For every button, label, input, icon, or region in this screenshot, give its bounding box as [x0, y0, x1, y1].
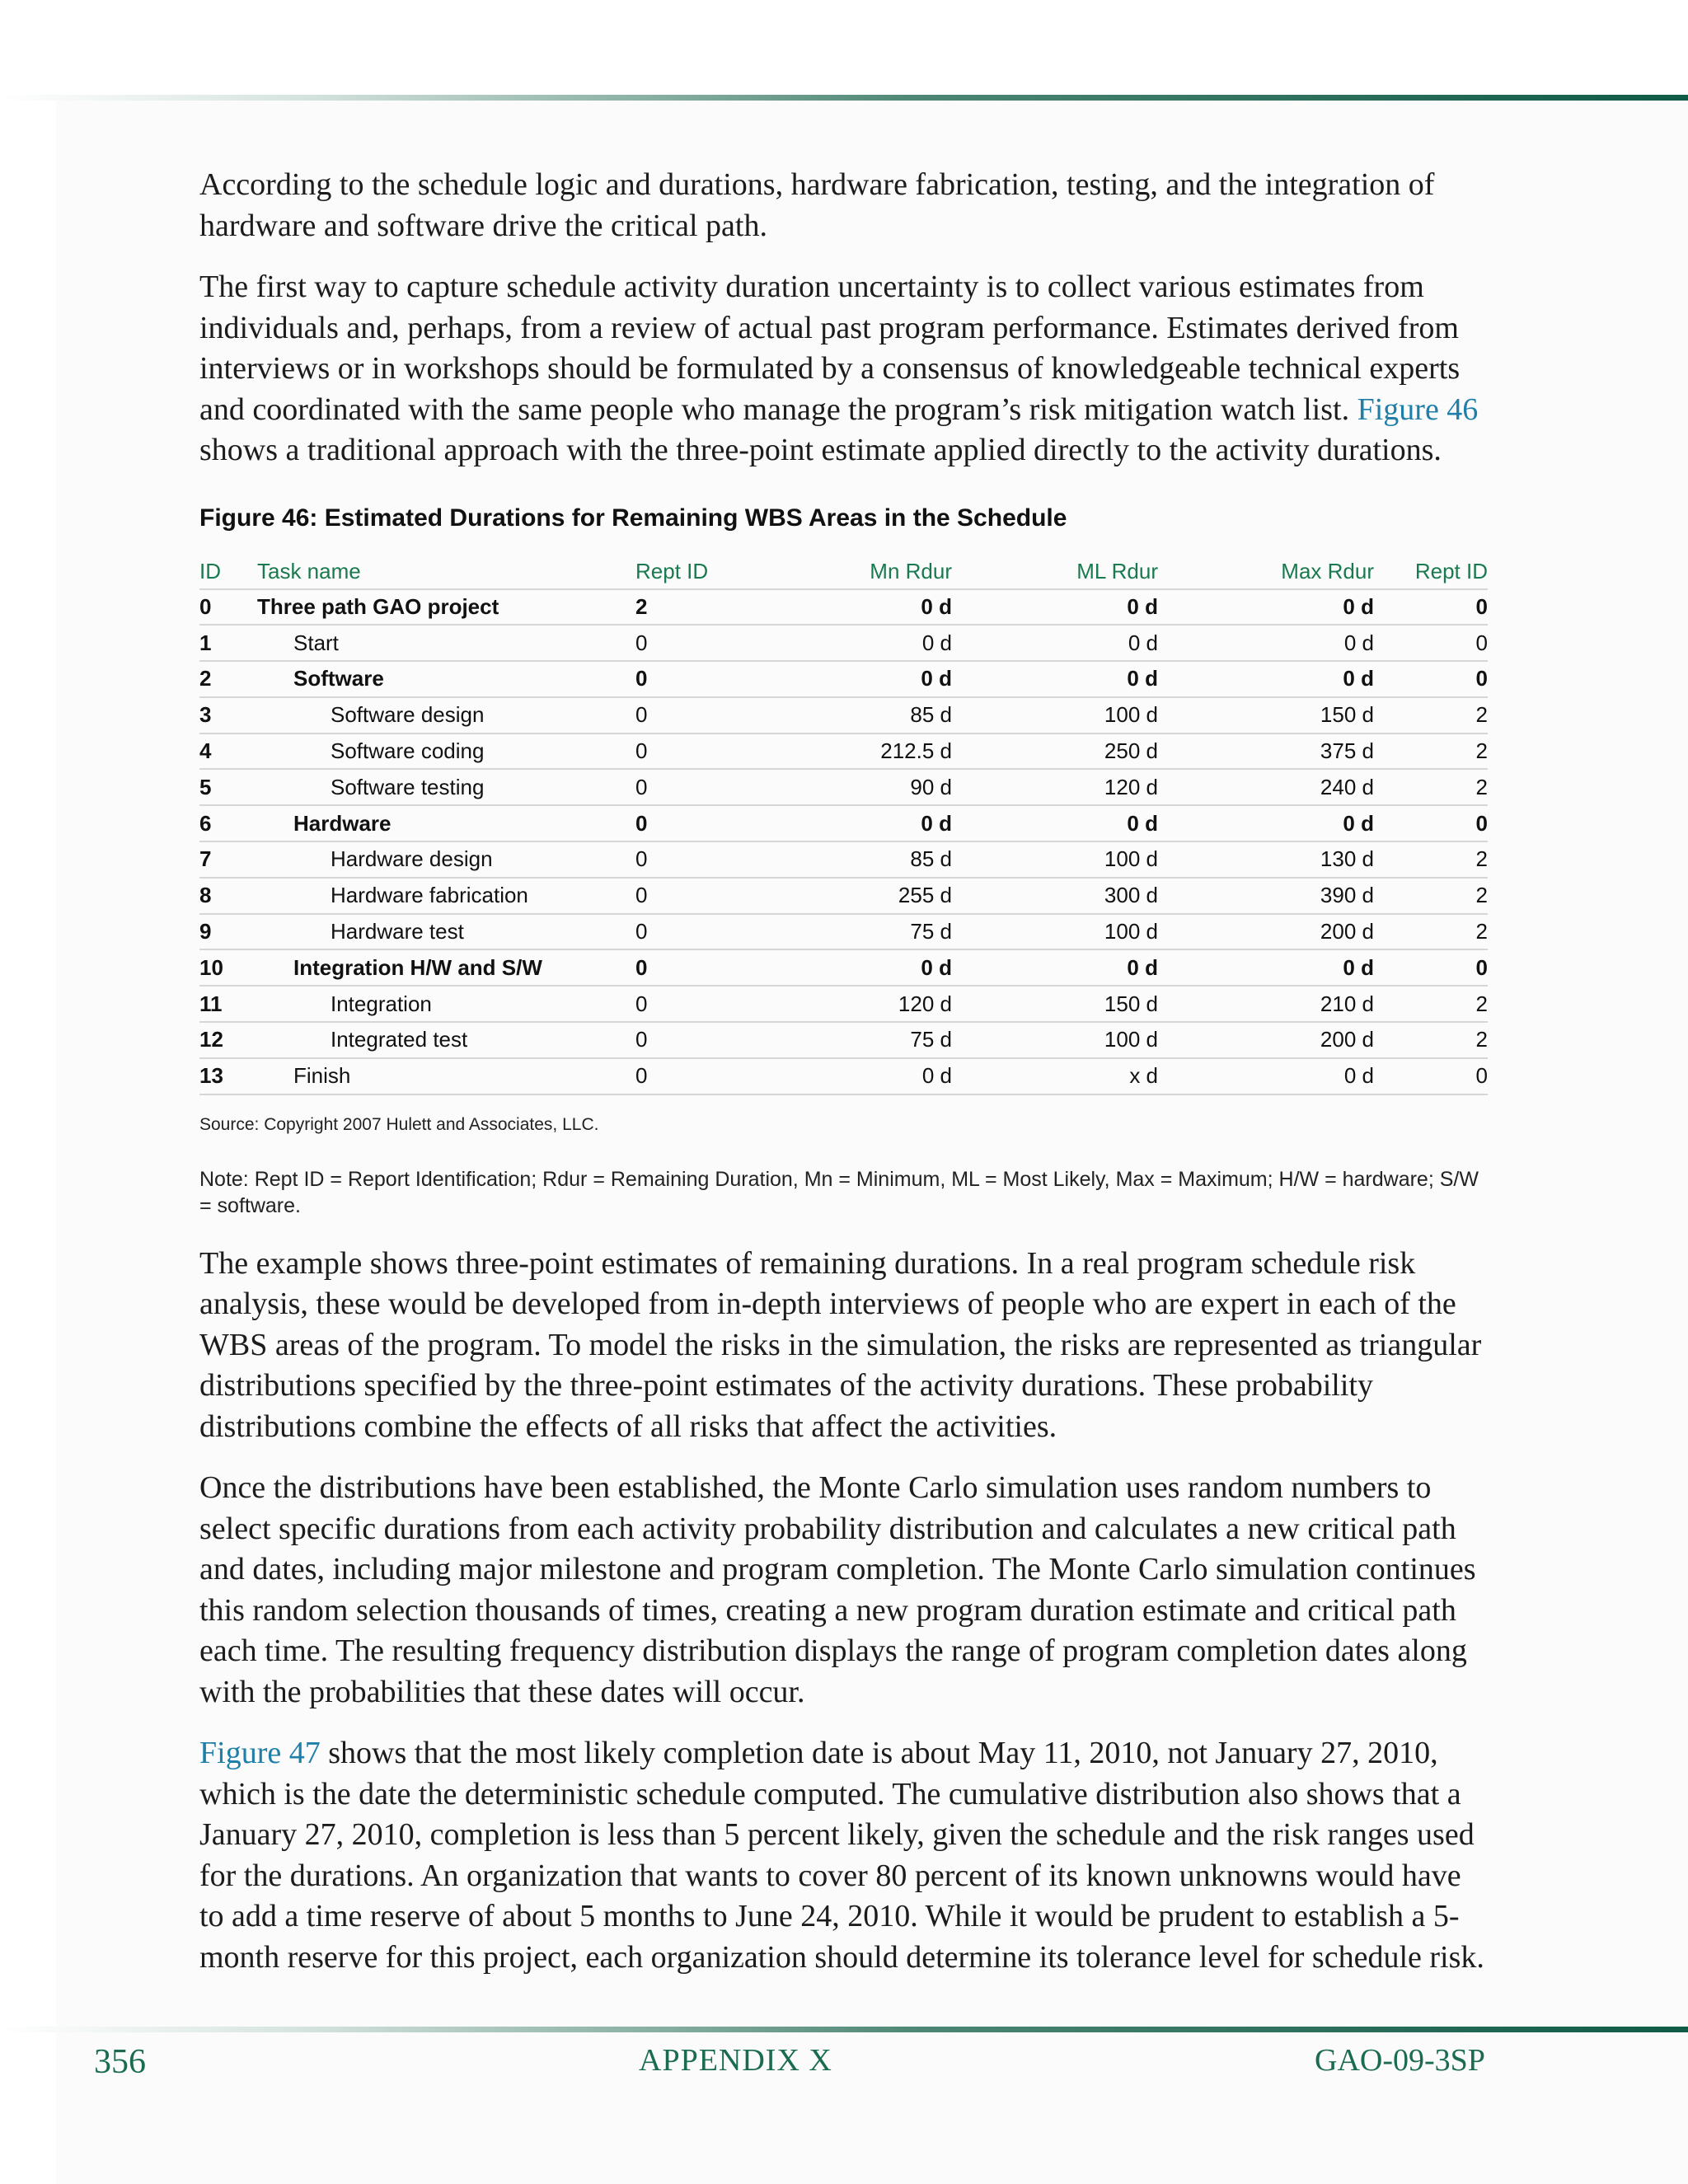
- table-row: [199, 661, 1488, 697]
- cell-rept-id-2: 2: [1374, 1022, 1488, 1058]
- cell-rept-id-2: 0: [1374, 661, 1488, 697]
- figure-title: Figure 46: Estimated Durations for Remaining WBS Areas in the Schedule: [199, 504, 1067, 532]
- cell-rept-id: 0: [635, 625, 767, 661]
- cell-id: 11: [199, 986, 257, 1022]
- header-rule: [0, 95, 1688, 101]
- cell-id: 2: [199, 661, 257, 697]
- cell-task-name: Hardware: [257, 805, 635, 841]
- paragraph-capture-uncertainty: [199, 267, 1488, 471]
- cell-rept-id: 0: [635, 949, 767, 986]
- cell-max-rdur: 0 d: [1158, 661, 1374, 697]
- table-row: [199, 949, 1488, 986]
- cell-rept-id-2: 2: [1374, 697, 1488, 733]
- cell-ml-rdur: 0 d: [952, 589, 1158, 626]
- cell-mn-rdur: 0 d: [767, 805, 952, 841]
- cell-rept-id: 0: [635, 841, 767, 878]
- cell-mn-rdur: 90 d: [767, 769, 952, 805]
- cell-id: 1: [199, 625, 257, 661]
- cell-mn-rdur: 0 d: [767, 589, 952, 626]
- cell-rept-id: 0: [635, 661, 767, 697]
- cell-rept-id-2: 0: [1374, 949, 1488, 986]
- cell-ml-rdur: 0 d: [952, 625, 1158, 661]
- cell-mn-rdur: 255 d: [767, 878, 952, 914]
- cell-task-name: Hardware design: [257, 841, 635, 878]
- cell-mn-rdur: 0 d: [767, 625, 952, 661]
- cell-rept-id: 0: [635, 986, 767, 1022]
- cell-mn-rdur: 85 d: [767, 841, 952, 878]
- cell-max-rdur: 0 d: [1158, 805, 1374, 841]
- cell-task-name: Integrated test: [257, 1022, 635, 1058]
- cell-rept-id: 0: [635, 697, 767, 733]
- cell-rept-id-2: 2: [1374, 841, 1488, 878]
- cell-id: 10: [199, 949, 257, 986]
- figure-46-link[interactable]: Figure 46: [1357, 391, 1479, 427]
- cell-task-name: Start: [257, 625, 635, 661]
- cell-ml-rdur: 100 d: [952, 1022, 1158, 1058]
- section-label: APPENDIX X: [639, 2043, 832, 2078]
- cell-ml-rdur: 300 d: [952, 878, 1158, 914]
- cell-rept-id: 0: [635, 769, 767, 805]
- cell-id: 4: [199, 733, 257, 770]
- cell-id: 7: [199, 841, 257, 878]
- paragraph-critical-path: According to the schedule logic and durations, hardware fabrication, testing, and the integration of hardware and software drive the critical path.: [199, 167, 1435, 243]
- cell-max-rdur: 240 d: [1158, 769, 1374, 805]
- paragraph-text: shows a traditional approach with the three-point estimate applied directly to the activity durations.: [199, 433, 1442, 467]
- cell-rept-id: 0: [635, 1022, 767, 1058]
- footer-rule: [0, 2027, 1688, 2032]
- cell-task-name: Software coding: [257, 733, 635, 770]
- col-header-rept-id: Rept ID: [635, 555, 767, 589]
- table-row: [199, 697, 1488, 733]
- col-header-ml-rdur: ML Rdur: [952, 555, 1158, 589]
- cell-max-rdur: 0 d: [1158, 1058, 1374, 1094]
- cell-rept-id-2: 2: [1374, 769, 1488, 805]
- cell-rept-id-2: 2: [1374, 878, 1488, 914]
- cell-id: 6: [199, 805, 257, 841]
- cell-max-rdur: 390 d: [1158, 878, 1374, 914]
- cell-rept-id-2: 2: [1374, 986, 1488, 1022]
- cell-rept-id-2: 0: [1374, 805, 1488, 841]
- col-header-mn-rdur: Mn Rdur: [767, 555, 952, 589]
- table-row: [199, 878, 1488, 914]
- paragraph-text: The first way to capture schedule activity duration uncertainty is to collect various estimates from individuals and, perhaps, from a review of actual past program performance. Estimates derived from interviews or in workshops should be formulated by a consensus of knowledgeable technical experts and coordinated with the same people who manage the program’s risk mitigation watch list.: [199, 269, 1461, 427]
- paragraph-completion-date: [199, 1733, 1488, 1978]
- cell-mn-rdur: 120 d: [767, 986, 952, 1022]
- cell-ml-rdur: 0 d: [952, 661, 1158, 697]
- figure-note: Note: Rept ID = Report Identification; Rdur = Remaining Duration, Mn = Minimum, ML = Most Likely, Max = Maximum; H/W = hardware; S/W = software.: [199, 1167, 1479, 1217]
- cell-mn-rdur: 0 d: [767, 661, 952, 697]
- cell-id: 12: [199, 1022, 257, 1058]
- cell-id: 5: [199, 769, 257, 805]
- table-row: [199, 914, 1488, 950]
- cell-task-name: Three path GAO project: [257, 589, 635, 626]
- cell-rept-id: 0: [635, 878, 767, 914]
- table-row: [199, 1058, 1488, 1094]
- table-body: [199, 589, 1488, 1094]
- paragraph-monte-carlo: Once the distributions have been established, the Monte Carlo simulation uses random numbers to select specific durations from each activity probability distribution and calculates a new critical path and dates, including major milestone and program completion. The Monte Carlo simulation continues this random selection thousands of times, creating a new program duration estimate and critical path each time. The resulting frequency distribution displays the range of program completion dates along with the probabilities that these dates will occur.: [199, 1470, 1476, 1709]
- cell-id: 3: [199, 697, 257, 733]
- table-row: [199, 733, 1488, 770]
- page-content: [199, 165, 1488, 1999]
- cell-rept-id-2: 0: [1374, 1058, 1488, 1094]
- figure-source: Source: Copyright 2007 Hulett and Associates, LLC.: [199, 1114, 599, 1134]
- cell-task-name: Software testing: [257, 769, 635, 805]
- paragraph-text: shows that the most likely completion date is about May 11, 2010, not January 27, 2010, which is the date the deterministic schedule computed. The cumulative distribution also shows that a January 27, 2010, completion is less than 5 percent likely, given the schedule and the risk ranges used for the durations. An organization that wants to cover 80 percent of its known unknowns would have to add a time reserve of about 5 months to June 24, 2010. While it would be prudent to establish a 5-month reserve for this project, each organization should determine its tolerance level for schedule risk.: [199, 1736, 1484, 1975]
- cell-rept-id: 0: [635, 733, 767, 770]
- cell-rept-id: 0: [635, 914, 767, 950]
- cell-mn-rdur: 0 d: [767, 1058, 952, 1094]
- cell-max-rdur: 375 d: [1158, 733, 1374, 770]
- cell-ml-rdur: 0 d: [952, 949, 1158, 986]
- cell-task-name: Hardware test: [257, 914, 635, 950]
- cell-rept-id: 0: [635, 1058, 767, 1094]
- cell-mn-rdur: 212.5 d: [767, 733, 952, 770]
- cell-mn-rdur: 0 d: [767, 949, 952, 986]
- cell-max-rdur: 0 d: [1158, 589, 1374, 626]
- cell-ml-rdur: 250 d: [952, 733, 1158, 770]
- cell-task-name: Integration H/W and S/W: [257, 949, 635, 986]
- table-row: [199, 986, 1488, 1022]
- table-header-row: [199, 555, 1488, 589]
- cell-max-rdur: 150 d: [1158, 697, 1374, 733]
- col-header-task-name: Task name: [257, 555, 635, 589]
- cell-ml-rdur: 100 d: [952, 914, 1158, 950]
- paragraph-three-point: The example shows three-point estimates of remaining durations. In a real program schedule risk analysis, these would be developed from in-depth interviews of people who are expert in each of the WBS areas of the program. To model the risks in the simulation, the risks are represented as triangular distributions specified by the three-point estimates of the activity durations. These probability distributions combine the effects of all risks that affect the activities.: [199, 1245, 1482, 1444]
- cell-task-name: Software design: [257, 697, 635, 733]
- cell-max-rdur: 200 d: [1158, 914, 1374, 950]
- cell-task-name: Hardware fabrication: [257, 878, 635, 914]
- cell-task-name: Finish: [257, 1058, 635, 1094]
- cell-ml-rdur: 100 d: [952, 841, 1158, 878]
- schedule-table: [199, 555, 1488, 1095]
- cell-max-rdur: 0 d: [1158, 625, 1374, 661]
- cell-id: 8: [199, 878, 257, 914]
- page-number: 356: [94, 2043, 146, 2081]
- cell-max-rdur: 130 d: [1158, 841, 1374, 878]
- col-header-id: ID: [199, 555, 257, 589]
- cell-mn-rdur: 75 d: [767, 914, 952, 950]
- cell-max-rdur: 200 d: [1158, 1022, 1374, 1058]
- cell-task-name: Software: [257, 661, 635, 697]
- table-row: [199, 1022, 1488, 1058]
- cell-rept-id-2: 0: [1374, 625, 1488, 661]
- table-row: [199, 589, 1488, 626]
- table-row: [199, 625, 1488, 661]
- cell-rept-id-2: 0: [1374, 589, 1488, 626]
- cell-rept-id: 0: [635, 805, 767, 841]
- cell-rept-id: 2: [635, 589, 767, 626]
- table-row: [199, 841, 1488, 878]
- cell-mn-rdur: 75 d: [767, 1022, 952, 1058]
- cell-id: 0: [199, 589, 257, 626]
- document-id: GAO-09-3SP: [1315, 2043, 1485, 2078]
- col-header-rept-id-2: Rept ID: [1374, 555, 1488, 589]
- cell-ml-rdur: 0 d: [952, 805, 1158, 841]
- cell-max-rdur: 0 d: [1158, 949, 1374, 986]
- table-row: [199, 805, 1488, 841]
- cell-ml-rdur: 120 d: [952, 769, 1158, 805]
- cell-ml-rdur: x d: [952, 1058, 1158, 1094]
- cell-id: 9: [199, 914, 257, 950]
- col-header-max-rdur: Max Rdur: [1158, 555, 1374, 589]
- cell-ml-rdur: 150 d: [952, 986, 1158, 1022]
- cell-ml-rdur: 100 d: [952, 697, 1158, 733]
- cell-rept-id-2: 2: [1374, 914, 1488, 950]
- table-row: [199, 769, 1488, 805]
- cell-rept-id-2: 2: [1374, 733, 1488, 770]
- cell-mn-rdur: 85 d: [767, 697, 952, 733]
- cell-task-name: Integration: [257, 986, 635, 1022]
- cell-max-rdur: 210 d: [1158, 986, 1374, 1022]
- cell-id: 13: [199, 1058, 257, 1094]
- figure-47-link[interactable]: Figure 47: [199, 1736, 321, 1771]
